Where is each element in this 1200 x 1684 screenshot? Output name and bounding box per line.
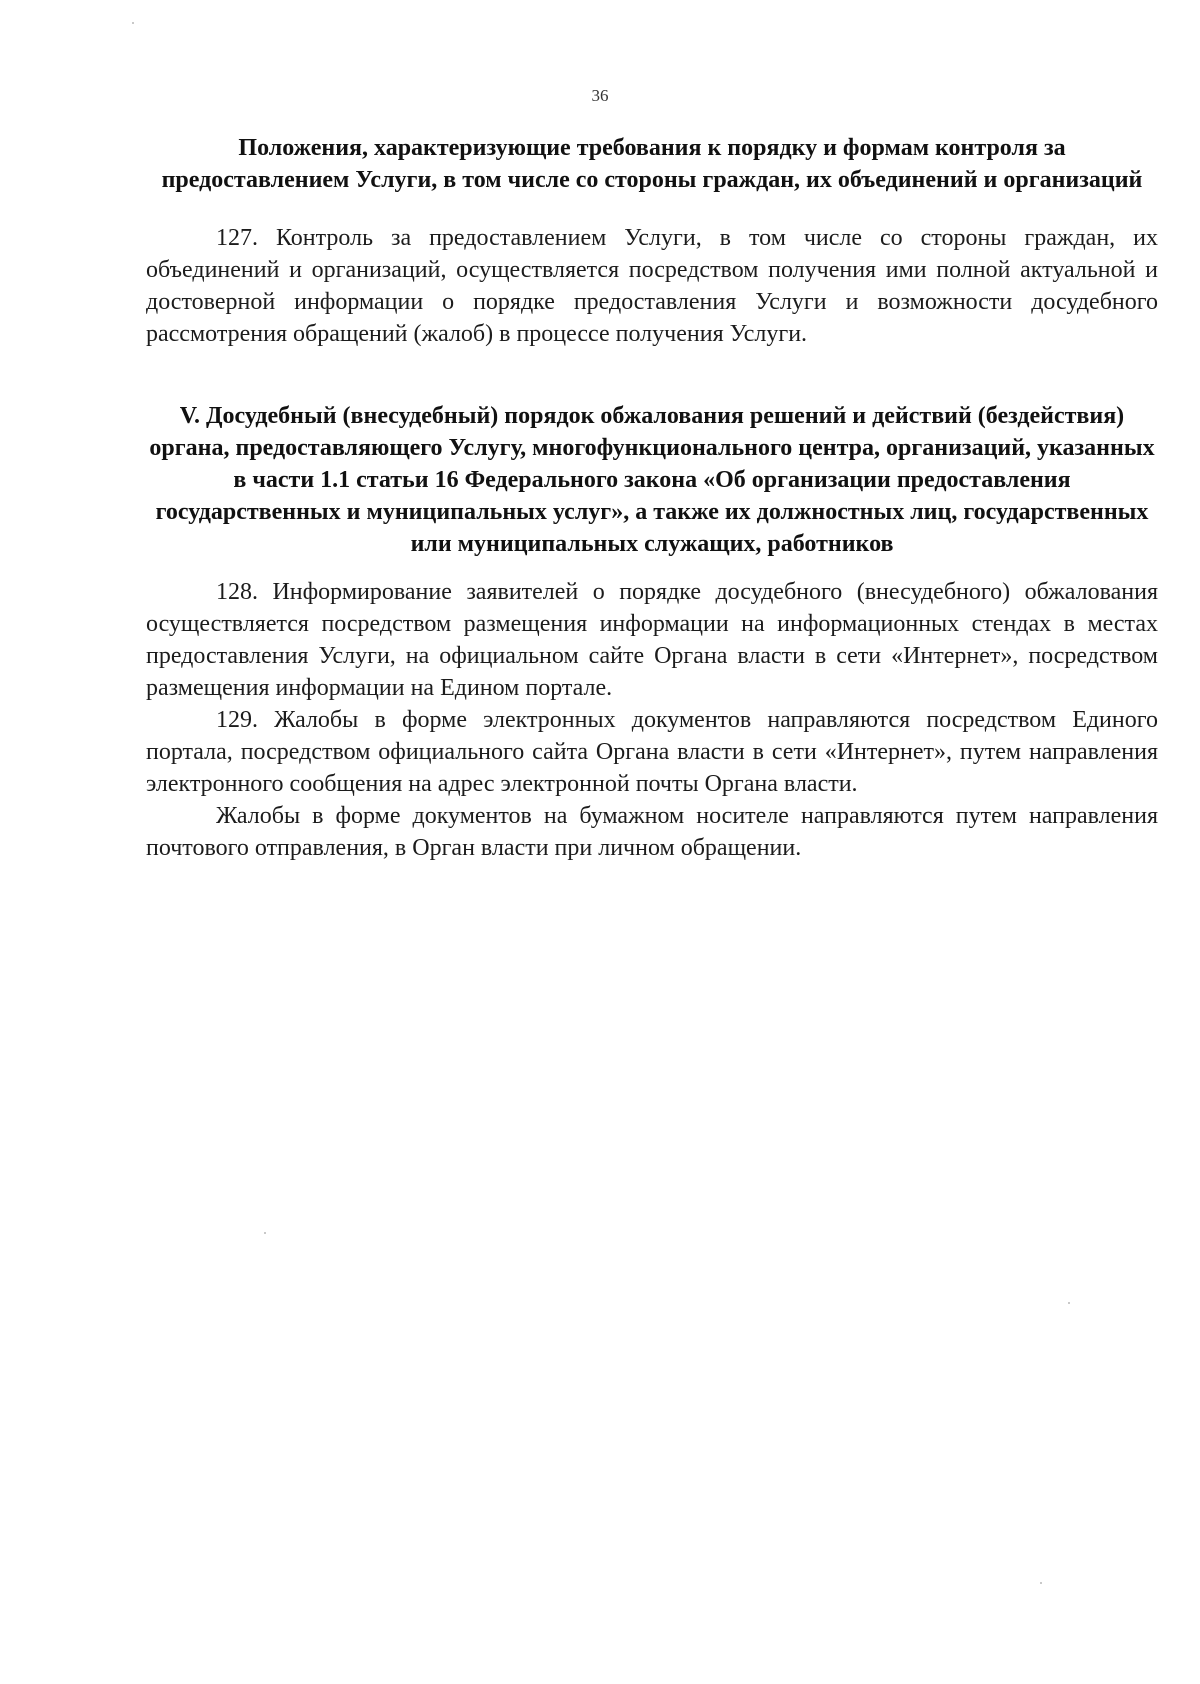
scan-speck <box>1040 1582 1042 1584</box>
scan-speck <box>132 22 134 24</box>
paragraph-127: 127. Контроль за предоставлением Услуги, в том числе со стороны граждан, их объединений и организаций, осуществляется посредством получения ими полной актуальной и достоверной информации о порядке предоставления Услуги и возможности досудебного рассмотрения обращений (жалоб) в процессе получения Услуги. <box>146 225 1158 347</box>
scan-speck <box>264 1232 266 1234</box>
scan-speck <box>1068 1302 1070 1304</box>
paragraph-129: 129. Жалобы в форме электронных документов направляются посредством Единого портала, посредством официального сайта Органа власти в сети «Интернет», путем направления электронного сообщения на адрес электронной почты Органа власти. <box>146 707 1158 797</box>
page-number: 36 <box>591 86 609 105</box>
document-body <box>146 132 1158 864</box>
paragraph-128: 128. Информирование заявителей о порядке досудебного (внесудебного) обжалования осуществляется посредством размещения информации на информационных стендах в местах предоставления Услуги, на официальном сайте Органа власти в сети «Интернет», посредством размещения информации на Едином портале. <box>146 579 1158 701</box>
section-heading-control: Положения, характеризующие требования к порядку и формам контроля за предоставлением Услуги, в том числе со стороны граждан, их объединений и организаций <box>161 135 1143 193</box>
paragraph-paper-complaints: Жалобы в форме документов на бумажном носителе направляются путем направления почтового отправления, в Орган власти при личном обращении. <box>146 803 1158 861</box>
section-heading-appeal: V. Досудебный (внесудебный) порядок обжалования решений и действий (бездействия) органа, предоставляющего Услугу, многофункционального центра, организаций, указанных в части 1.1 статьи 16 Федерального закона «Об организации предоставления государственных и муниципальных услуг», а также их должностных лиц, государственных или муниципальных служащих, работников <box>149 403 1155 557</box>
